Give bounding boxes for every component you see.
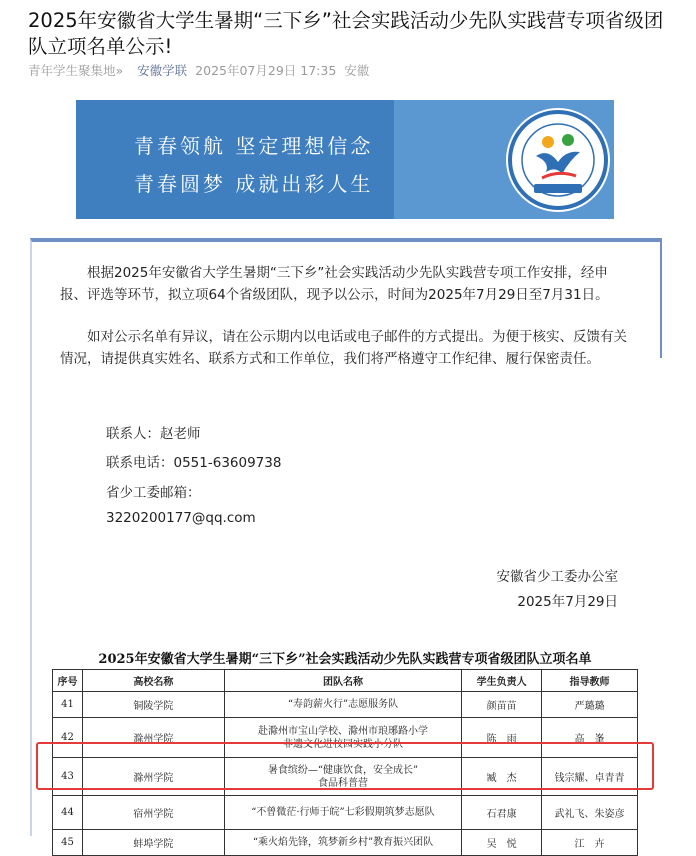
email-label: 省少工委邮箱： (106, 485, 201, 501)
meta-source[interactable]: 青年学生聚集地» (28, 63, 124, 78)
cell-team: “不曾微茫·行师于皖”七彩假期筑梦志愿队 (224, 796, 462, 830)
cell-leader: 臧 杰 (462, 758, 542, 796)
notice-paragraph-2: 如对公示名单有异议，请在公示期内以电话或电子邮件的方式提出。为便于核实、反馈有关情况，请提供真实姓名、联系方式和工作单位，我们将严格遵守工作纪律、履行保密责任。 (60, 329, 627, 367)
header-school: 高校名称 (82, 670, 224, 692)
article-meta (28, 61, 377, 79)
cell-no: 44 (53, 796, 83, 830)
table-row (53, 692, 638, 718)
cell-no: 41 (53, 692, 83, 718)
contact-email: 3220200177@qq.com (106, 510, 256, 526)
cell-team: “乘火焰先锋，筑梦新乡村”教育振兴团队 (224, 830, 462, 856)
account-link[interactable]: 安徽学联 (137, 63, 188, 78)
cell-team: 赴滁州市宝山学校、滁州市琅琊路小学 非遗文化进校园实践小分队 (224, 718, 462, 758)
cell-advisor: 高 峯 (542, 718, 638, 758)
issuing-org: 安徽省少工委办公室 (496, 569, 618, 585)
cell-no: 45 (53, 830, 83, 856)
header-leader: 学生负责人 (462, 670, 542, 692)
table-header-row (53, 670, 638, 692)
header-team: 团队名称 (224, 670, 462, 692)
header-banner (76, 100, 614, 219)
cell-team: 暑食缤纷—“健康饮食，安全成长” 食品科普营 (224, 758, 462, 796)
cell-no: 43 (53, 758, 83, 796)
cell-team: “寿韵薪火行”志愿服务队 (224, 692, 462, 718)
cell-school: 宿州学院 (82, 796, 224, 830)
table-row (53, 796, 638, 830)
header-advisor: 指导教师 (542, 670, 638, 692)
cell-no: 42 (53, 718, 83, 758)
cell-leader: 石君康 (462, 796, 542, 830)
cell-school: 蚌埠学院 (82, 830, 224, 856)
cell-advisor: 严璐璐 (542, 692, 638, 718)
header-no: 序号 (53, 670, 83, 692)
meta-datetime: 2025年07月29日 17:35 (195, 63, 337, 78)
cell-leader: 吴 悦 (462, 830, 542, 856)
cell-school: 滁州学院 (82, 718, 224, 758)
federation-emblem-icon (506, 108, 610, 212)
issue-date: 2025年7月29日 (517, 594, 618, 610)
cell-leader: 颜苗苗 (462, 692, 542, 718)
banner-line-2: 青春圆梦 成就出彩人生 (134, 172, 374, 196)
table-row (53, 830, 638, 856)
row-43-highlight-box (36, 742, 654, 790)
cell-leader: 陈 雨 (462, 718, 542, 758)
contact-person: 联系人：赵老师 (106, 426, 201, 442)
notice-paragraph-1: 根据2025年安徽省大学生暑期“三下乡”社会实践活动少先队实践营专项工作安排，经申报、评选等环节，拟立项64个省级团队，现予以公示，时间为2025年7月29日至7月31日。 (60, 265, 609, 303)
contact-phone: 联系电话：0551-63609738 (106, 455, 282, 471)
article-title: 2025年安徽省大学生暑期“三下乡”社会实践活动少先队实践营专项省级团队立项名单公示! (28, 9, 664, 58)
meta-location: 安徽 (344, 63, 370, 78)
cell-advisor: 江 卉 (542, 830, 638, 856)
cell-advisor: 武礼飞、朱姿彦 (542, 796, 638, 830)
cell-school: 铜陵学院 (82, 692, 224, 718)
cell-advisor: 钱宗耀、卓青青 (542, 758, 638, 796)
banner-line-1: 青春领航 坚定理想信念 (134, 134, 374, 158)
table-title: 2025年安徽省大学生暑期“三下乡”社会实践活动少先队实践营专项省级团队立项名单 (98, 652, 592, 667)
cell-school: 滁州学院 (82, 758, 224, 796)
federation-logo (506, 108, 610, 212)
